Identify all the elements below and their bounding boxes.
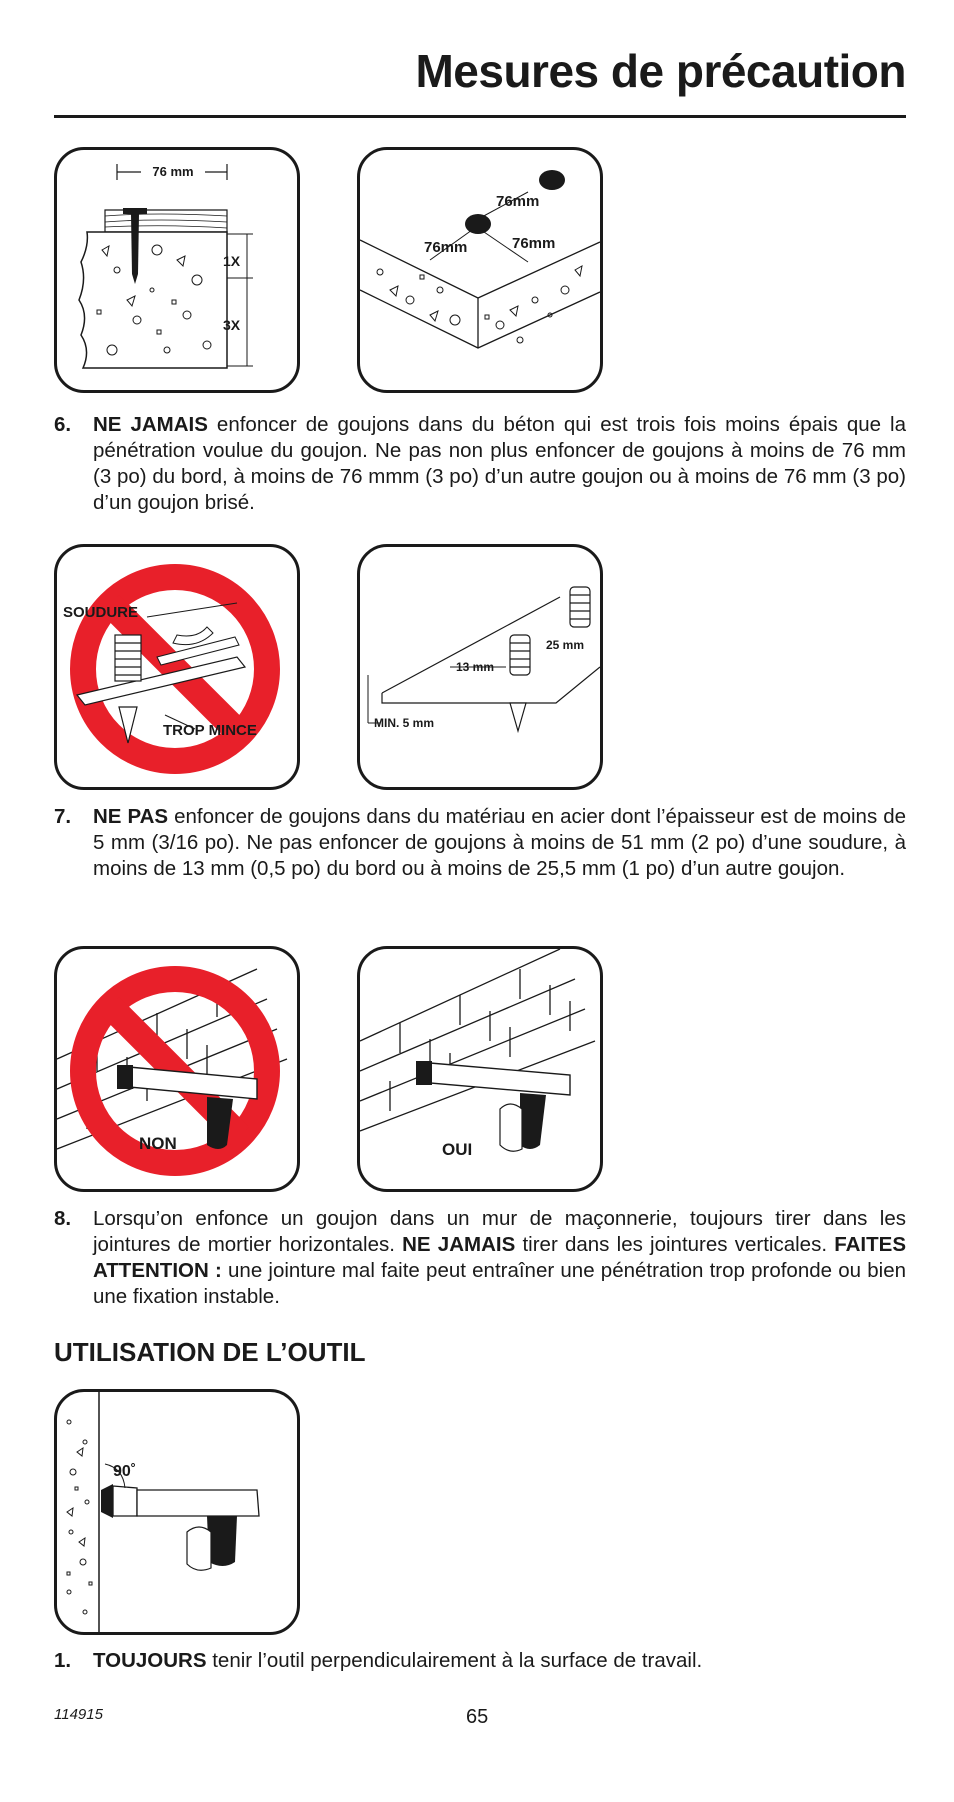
label-left-76mm: 76mm (424, 239, 468, 256)
label-oui: OUI (442, 1140, 473, 1159)
footer-page-number: 65 (466, 1706, 489, 1728)
item-number: 7. (54, 805, 72, 828)
label-3x: 3X (223, 317, 241, 333)
figure-edge-distance (357, 147, 603, 393)
masonry-oui-illustration (360, 949, 600, 1189)
item-number: 8. (54, 1207, 72, 1230)
label-13mm: 13 mm (456, 660, 495, 674)
edge-distance-illustration (360, 150, 600, 390)
section-heading: UTILISATION DE L’OUTIL (54, 1337, 366, 1367)
item-text-3: une jointure mal faite peut entraîner une pénétration trop profonde ou bien une fixation instable. (93, 1259, 906, 1308)
label-1x: 1X (223, 253, 241, 269)
item-number: 1. (54, 1649, 72, 1672)
concrete-thickness-illustration (57, 150, 297, 390)
label-min-5mm: MIN. 5 mm (374, 716, 435, 730)
item-bold-1: NE JAMAIS (402, 1233, 516, 1256)
footer-document-code: 114915 (54, 1706, 103, 1723)
item-bold: NE JAMAIS (93, 413, 208, 436)
item-bold: TOUJOURS (93, 1649, 207, 1672)
item-bold-2: FAITES ATTENTION : (93, 1233, 906, 1282)
figure-masonry-oui (357, 946, 603, 1192)
steel-distances-illustration (360, 547, 600, 787)
item-text: enfoncer de goujons dans du matériau en acier dont l’épaisseur est de moins de 5 mm (3/16 po). Ne pas enfoncer de goujons à moins de 51 mm (2 po) d’une soudure, à moins de 13 mm (0,5 po) du bord ou à moins de 25,5 mm (1 po) d’un autre goujon. (93, 805, 906, 880)
item-text: tenir l’outil perpendiculairement à la surface de travail. (206, 1649, 703, 1672)
title-rule (54, 115, 906, 118)
label-right-76mm: 76mm (512, 235, 556, 252)
weld-prohibited-illustration (57, 547, 297, 787)
figure-perpendicular (54, 1389, 300, 1635)
label-25mm: 25 mm (546, 638, 585, 652)
label-non: NON (139, 1134, 177, 1153)
instruction-6 (54, 412, 906, 516)
figure-steel-distances (357, 544, 603, 790)
instruction-7 (54, 804, 906, 882)
figure-masonry-non (54, 946, 300, 1192)
label-trop-mince: TROP MINCE (163, 722, 257, 739)
label-90-degrees: 90˚ (113, 1463, 137, 1480)
item-text-1: Lorsqu’on enfonce un goujon dans un mur de maçonnerie, toujours tirer dans les jointures de mortier horizontales. (93, 1207, 906, 1256)
item-text-2: tirer dans les jointures verticales. (515, 1233, 835, 1256)
page-title: Mesures de précaution (415, 45, 906, 97)
item-number: 6. (54, 413, 72, 436)
label-soudure: SOUDURE (63, 604, 139, 621)
item-bold: NE PAS (93, 805, 169, 828)
masonry-non-illustration (57, 949, 297, 1189)
figure-concrete-thickness (54, 147, 300, 393)
label-76mm: 76 mm (152, 164, 194, 179)
instruction-1 (54, 1648, 906, 1674)
instruction-8 (54, 1206, 906, 1310)
item-text: enfoncer de goujons dans du béton qui est trois fois moins épais que la pénétration voulue du goujon. Ne pas non plus enfoncer de goujons à moins de 76 mm (3 po) du bord, à moins de 76 mmm (3 po) d’un autre goujon ou à moins de 76 mm (3 po) d’un goujon brisé. (93, 413, 906, 514)
perpendicular-illustration (57, 1392, 297, 1632)
label-top-76mm: 76mm (496, 193, 540, 210)
figure-weld-prohibited (54, 544, 300, 790)
